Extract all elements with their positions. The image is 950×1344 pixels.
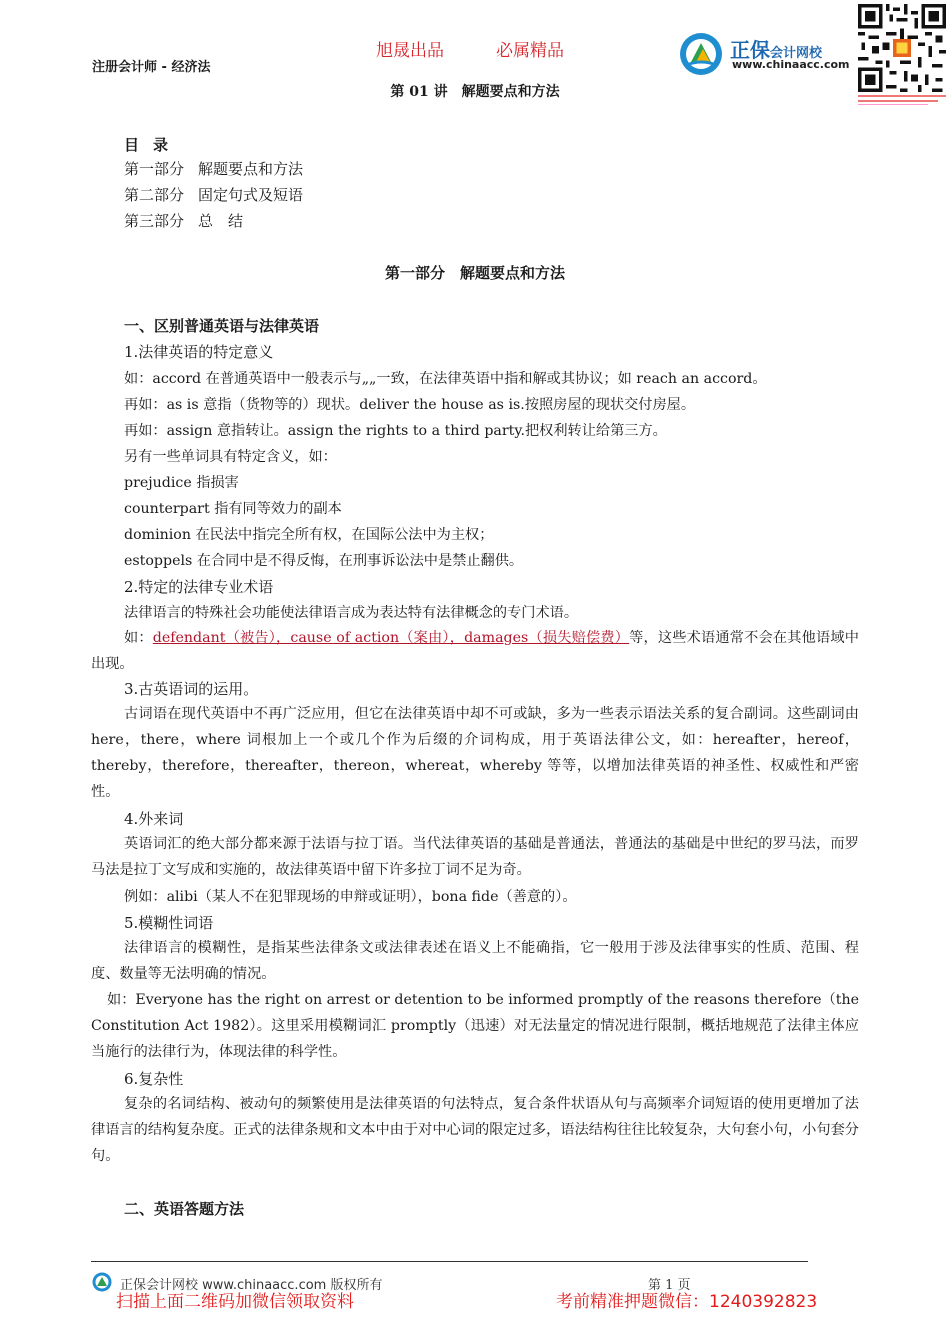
slogan-right: 必属精品 — [496, 41, 564, 61]
subsection-heading: 6.复杂性 — [124, 1070, 184, 1088]
brand-url: www.chinaacc.com — [732, 58, 850, 71]
subsection-heading: 3.古英语词的运用。 — [124, 680, 259, 698]
body-paragraph: 复杂的名词结构、被动句的频繁使用是法律英语的句法特点，复合条件状语从句与高频率介词短语的使用更增加了法律语言的结构复杂度。正式的法律条规和文本中由于对中心词的限定过多，语法结构往往比较复杂，大句套小句，小句套分句。 — [91, 1096, 859, 1164]
body-line: 如：accord 在普通英语中一般表示与„„一致，在法律英语中指和解或其协议；如 reach an accord。 — [124, 371, 767, 387]
footer-divider — [91, 1261, 808, 1262]
slogan-left: 旭晟出品 — [376, 41, 444, 61]
body-line: 法律语言的特殊社会功能使法律语言成为表达特有法律概念的专门术语。 — [124, 605, 579, 621]
subsection-heading: 2.特定的法律专业术语 — [124, 578, 274, 596]
toc-item: 第二部分 固定句式及短语 — [124, 186, 304, 204]
part-one-heading: 第一部分 解题要点和方法 — [384, 264, 565, 282]
body-line: estoppels 在合同中是不得反悔，在刑事诉讼法中是禁止翻供。 — [124, 553, 524, 569]
page-number: 第 1 页 — [648, 1278, 691, 1293]
promo-right-text: 考前精准押题微信：1240392823 — [556, 1292, 818, 1312]
legal-terms-paragraph: 如：defendant（被告），cause of action（案由），damages（损失赔偿费）等，这些术语通常不会在其他语域中出现。 — [91, 630, 859, 672]
body-line: counterpart 指有同等效力的副本 — [124, 501, 342, 517]
brand-logo-icon — [679, 32, 723, 76]
promo-left-text: 扫描上面二维码加微信领取资料 — [116, 1292, 354, 1312]
toc-title: 目录 — [124, 136, 183, 154]
subsection-heading: 5.模糊性词语 — [124, 914, 214, 932]
subsection-heading: 4.外来词 — [124, 810, 184, 828]
body-line: prejudice 指损害 — [124, 475, 239, 491]
brand-name: 正保会计网校 — [730, 38, 823, 62]
body-line: 例如：alibi（某人不在犯罪现场的申辩或证明），bona fide（善意的）。 — [124, 889, 577, 905]
footer-logo-icon — [92, 1272, 112, 1292]
section-two-heading: 二、英语答题方法 — [124, 1200, 245, 1218]
toc-item: 第一部分 解题要点和方法 — [124, 160, 304, 178]
qr-caption-decoration — [856, 92, 948, 108]
body-line: 再如：as is 意指（货物等的）现状。deliver the house as is.按照房屋的现状交付房屋。 — [124, 397, 696, 413]
body-paragraph: 古词语在现代英语中不再广泛应用，但它在法律英语中却不可或缺，多为一些表示语法关系的复合副词。这些副词由 here，there，where 词根加上一个或几个作为后缀的介词构成，用于英语法律公文，如：hereafter，hereof，thereby，therefore，thereafter，thereon，whereat，whereby 等等，以增加法律英语的神圣性、权威性和严密性。 — [91, 706, 859, 800]
course-title: 注册会计师 - 经济法 — [92, 60, 211, 75]
body-line: dominion 在民法中指完全所有权，在国际公法中为主权； — [124, 527, 494, 543]
body-paragraph: 法律语言的模糊性，是指某些法律条文或法律表述在语义上不能确指，它一般用于涉及法律事实的性质、范围、程度、数量等无法明确的情况。 — [91, 940, 859, 982]
highlighted-terms: defendant（被告），cause of action（案由），damages（损失赔偿费） — [152, 630, 630, 646]
toc-item: 第三部分 总 结 — [124, 212, 244, 230]
body-line: 再如：assign 意指转让。assign the rights to a third party.把权利转让给第三方。 — [124, 423, 667, 439]
footer-copyright: 正保会计网校 www.chinaacc.com 版权所有 — [120, 1278, 383, 1293]
body-line: 另有一些单词具有特定含义，如： — [124, 449, 337, 465]
qr-code-icon — [858, 4, 946, 92]
body-paragraph: 英语词汇的绝大部分都来源于法语与拉丁语。当代法律英语的基础是普通法，普通法的基础是中世纪的罗马法，而罗马法是拉丁文写成和实施的，故法律英语中留下许多拉丁词不足为奇。 — [91, 836, 859, 878]
body-paragraph: 如：Everyone has the right on arrest or detention to be informed promptly of the reasons therefore（the Constitution Act 1982）。这里采用模糊词汇 promptly（迅速）对无法量定的情况进行限制，概括地规范了法律主体应当施行的法律行为，体现法律的科学性。 — [91, 992, 859, 1060]
subsection-heading: 1.法律英语的特定意义 — [124, 343, 274, 361]
section-one-heading: 一、区别普通英语与法律英语 — [124, 317, 320, 335]
lecture-title: 第 01 讲 解题要点和方法 — [390, 84, 560, 100]
